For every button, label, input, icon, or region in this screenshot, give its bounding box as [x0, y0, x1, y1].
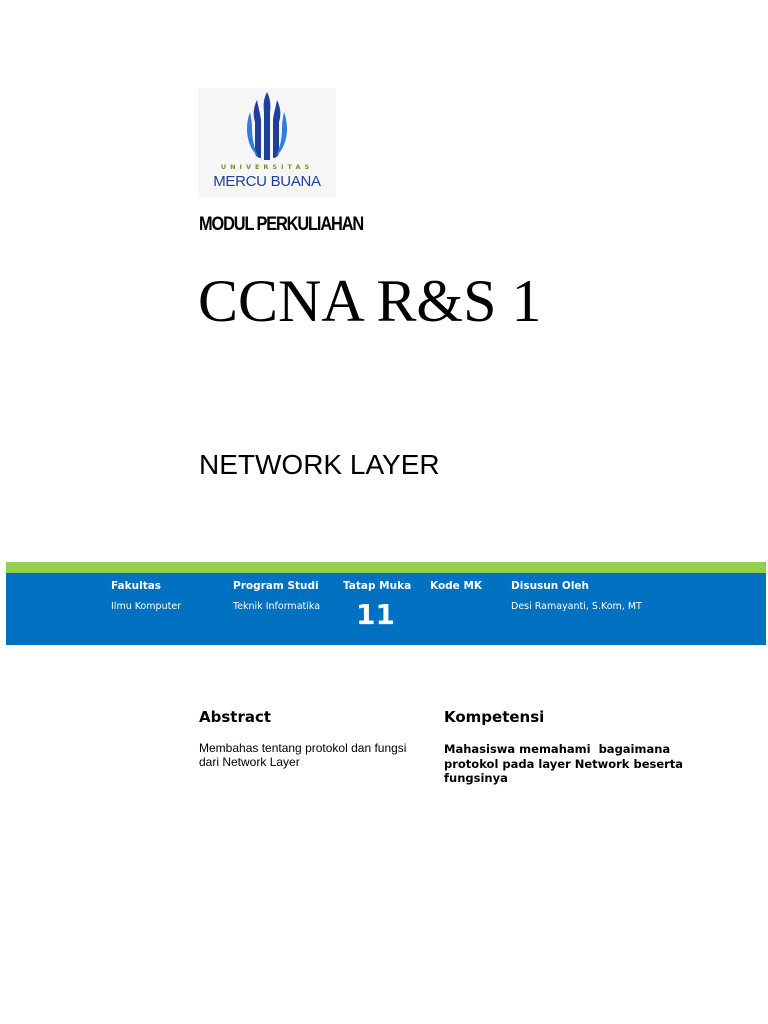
- course-code-header: Kode MK: [430, 580, 483, 592]
- meeting-header: Tatap Muka: [343, 580, 412, 592]
- logo-university-name: MERCU BUANA: [213, 173, 321, 190]
- faculty-header: Fakultas: [111, 580, 162, 592]
- university-logo: [198, 88, 336, 198]
- flame-emblem-icon: [244, 90, 290, 162]
- program-value: Teknik Informatika: [233, 601, 321, 612]
- author-header: Disusun Oleh: [511, 580, 590, 592]
- info-band-accent: [6, 562, 766, 573]
- competency-text: Mahasiswa memahami bagaimana protokol pada layer Network beserta fungsinya: [444, 742, 688, 785]
- topic-title: NETWORK LAYER: [199, 449, 440, 480]
- meeting-value: 11: [356, 598, 395, 631]
- course-title: CCNA R&S 1: [198, 268, 542, 334]
- module-label: MODUL PERKULIAHAN: [199, 214, 364, 235]
- faculty-value: Ilmu Komputer: [111, 601, 182, 612]
- logo-university-label: UNIVERSITAS: [220, 163, 314, 171]
- author-value: Desi Ramayanti, S.Kom, MT: [511, 601, 642, 612]
- competency-title: Kompetensi: [444, 708, 545, 726]
- program-header: Program Studi: [233, 580, 319, 592]
- abstract-title: Abstract: [199, 708, 272, 726]
- abstract-text: Membahas tentang protokol dan fungsi dari Network Layer: [199, 741, 407, 769]
